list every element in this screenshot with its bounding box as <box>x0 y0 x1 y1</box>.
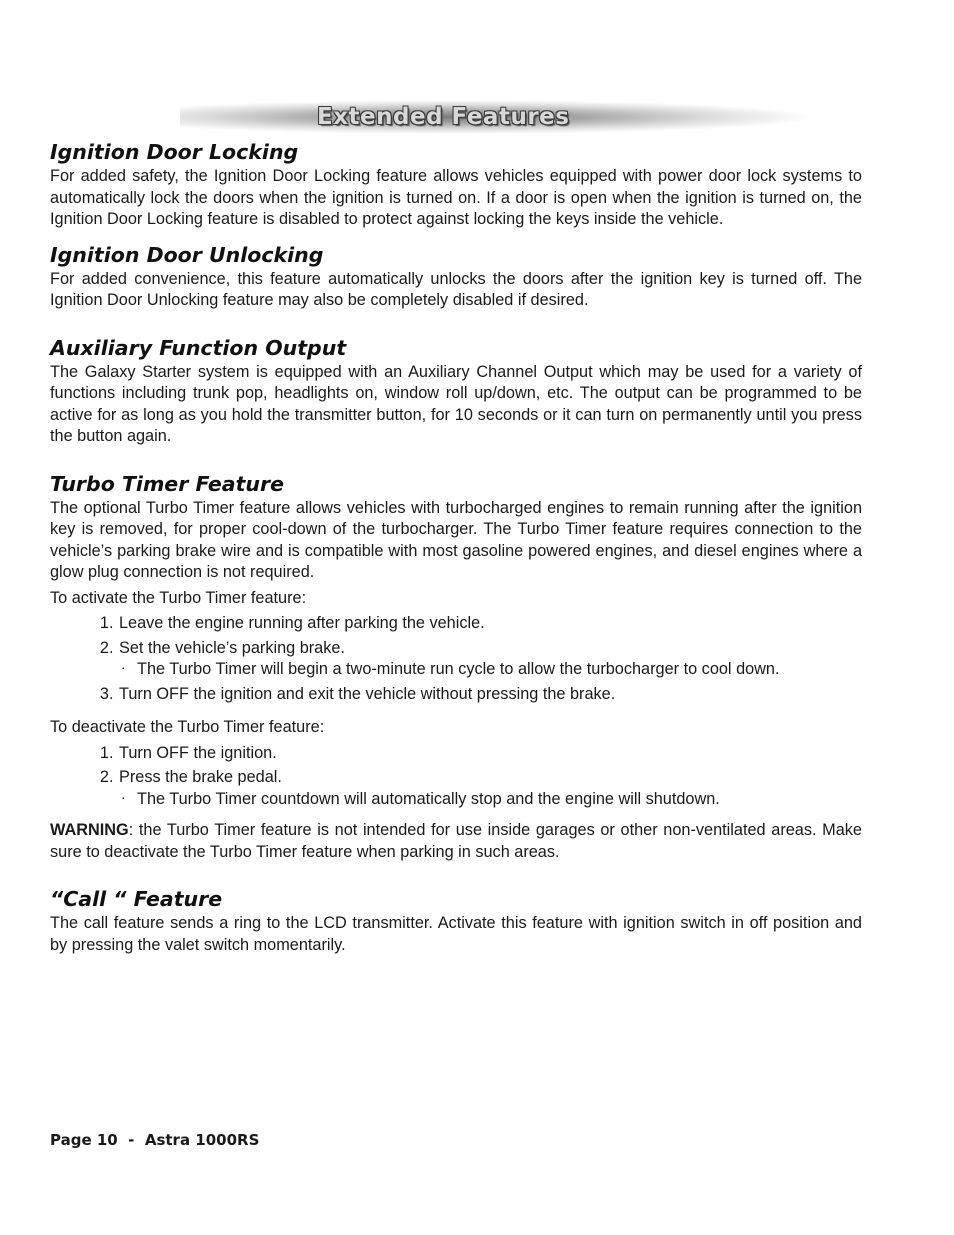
warning-label: WARNING <box>50 821 129 839</box>
page-content <box>50 138 862 966</box>
deactivate-intro: To deactivate the Turbo Timer feature: <box>50 718 325 736</box>
list-item <box>118 638 862 681</box>
sub-list <box>119 659 862 681</box>
section-heading: “Call “ Feature <box>50 887 223 911</box>
section-call-feature <box>50 885 862 956</box>
banner-title: Extended Features <box>317 104 570 130</box>
section-body: The Galaxy Starter system is equipped with an Auxiliary Channel Output which may be used for a variety of functions including trunk pop, headlights on, window roll up/down, etc. The output can be programmed to be active for as long as you hold the transmitter button, for 10 seconds or it can turn on permanently until you press the button again. <box>50 362 862 445</box>
section-body: For added convenience, this feature automatically unlocks the doors after the ignition key is turned off. The Ignition Door Unlocking feature may also be completely disabled if desired. <box>50 269 862 309</box>
list-item-text: Press the brake pedal. <box>119 768 282 786</box>
section-ignition-door-unlocking <box>50 241 862 312</box>
warning-text: : the Turbo Timer feature is not intended for use inside garages or other non-ventilated areas. Make sure to deactivate the Turbo Timer feature when parking in such areas. <box>50 821 862 861</box>
list-item: 1. Turn OFF the ignition. <box>118 743 862 765</box>
section-heading: Turbo Timer Feature <box>50 471 285 496</box>
page-footer: Page 10 - Astra 1000RS <box>50 1131 260 1149</box>
section-turbo-timer <box>50 470 862 864</box>
section-body: The optional Turbo Timer feature allows vehicles with turbocharged engines to remain running after the ignition key is removed, for proper cool-down of the turbocharger. The Turbo Timer feature requires connection to the vehicle’s parking brake wire and is compatible with most gasoline powered engines, and diesel engines where a glow plug connection is not required. <box>50 498 862 581</box>
list-item: 1. Leave the engine running after parking the vehicle. <box>118 613 862 635</box>
section-auxiliary-function-output <box>50 334 862 448</box>
section-heading: Ignition Door Unlocking <box>50 242 324 267</box>
section-heading: Auxiliary Function Output <box>50 335 347 360</box>
list-item <box>118 767 862 810</box>
section-body: The call feature sends a ring to the LCD transmitter. Activate this feature with ignition switch in off position and by pressing the valet switch momentarily. <box>50 914 862 954</box>
sub-list-item: · The Turbo Timer countdown will automatically stop and the engine will shutdown. <box>135 789 862 811</box>
section-body: For added safety, the Ignition Door Locking feature allows vehicles equipped with power door lock systems to automatically lock the doors when the ignition is turned on. If a door is open when the ignition is turned on, the Ignition Door Locking feature is disabled to protect against locking the keys inside the vehicle. <box>50 167 862 228</box>
sub-list <box>119 789 862 811</box>
activate-steps <box>50 613 862 705</box>
deactivate-steps <box>50 743 862 811</box>
section-heading: Ignition Door Locking <box>50 140 299 164</box>
warning-paragraph <box>50 820 862 863</box>
section-banner <box>180 100 870 134</box>
list-item-text: Set the vehicle’s parking brake. <box>119 638 345 657</box>
sub-list-item: · The Turbo Timer will begin a two-minute run cycle to allow the turbocharger to cool down. <box>135 659 862 681</box>
list-item: 3. Turn OFF the ignition and exit the vehicle without pressing the brake. <box>118 684 862 706</box>
section-ignition-door-locking <box>50 138 862 231</box>
activate-intro: To activate the Turbo Timer feature: <box>50 588 307 607</box>
